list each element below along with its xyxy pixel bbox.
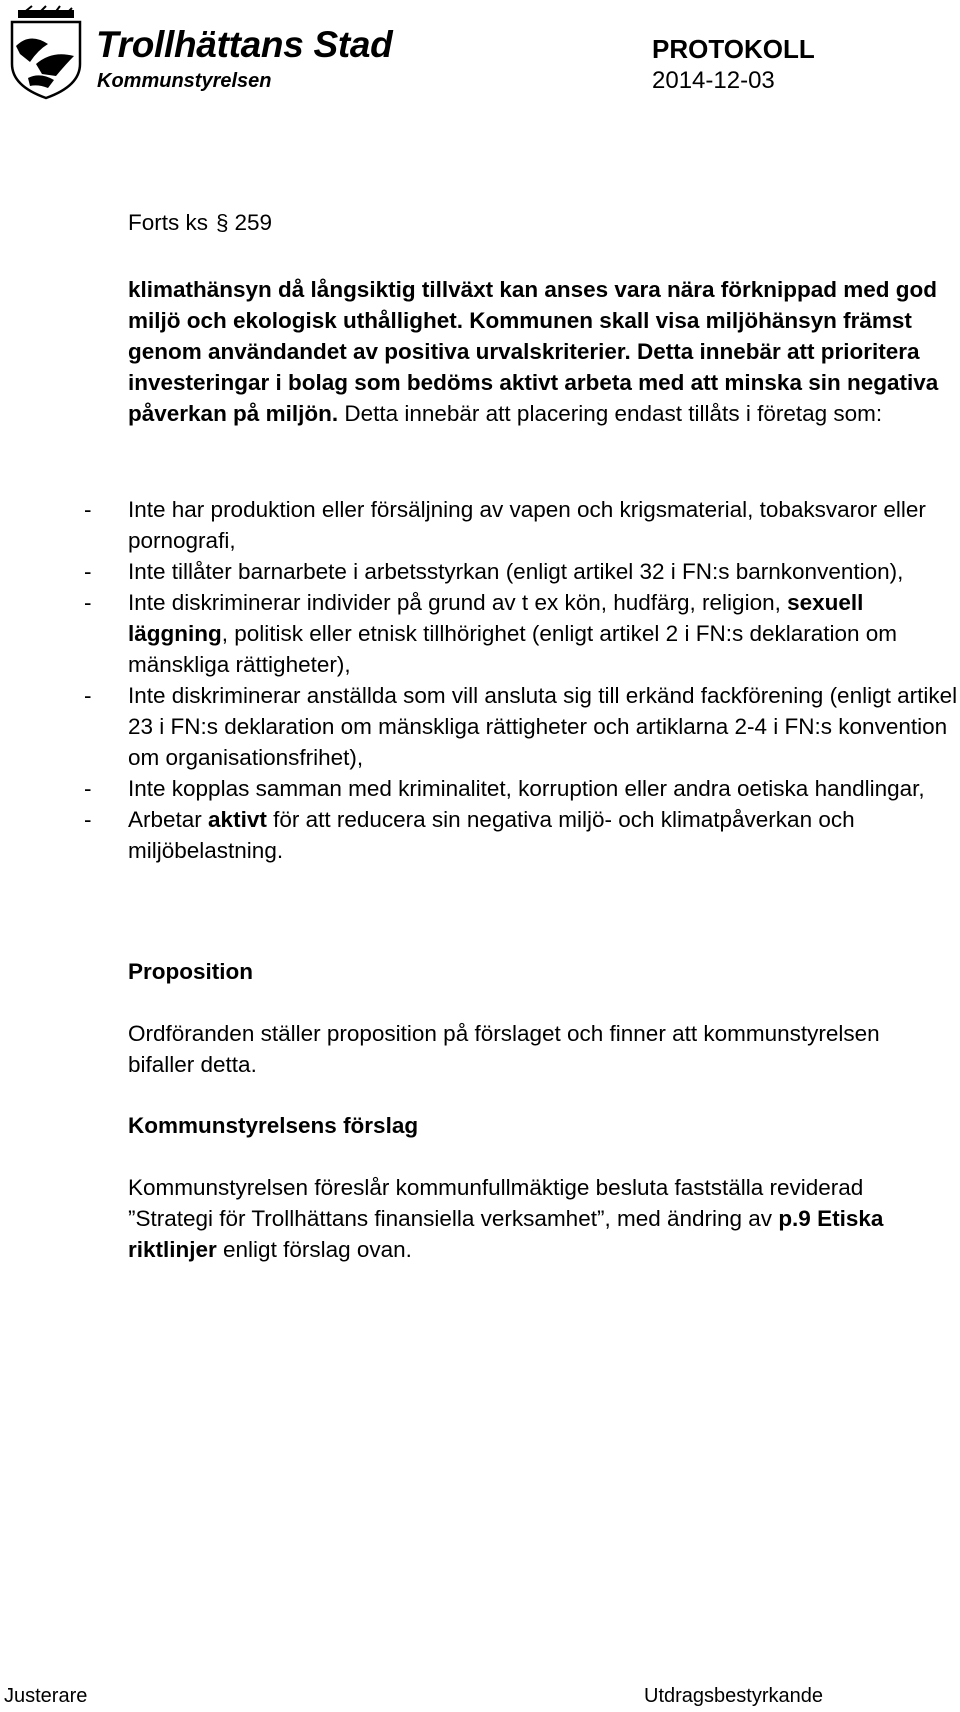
- section-sign: §: [216, 210, 229, 235]
- proposition-heading: Proposition: [128, 959, 253, 984]
- list-item-text: Inte har produktion eller försäljning av vapen och krigsmaterial, tobaksvaror eller pornografi,: [128, 497, 926, 553]
- ethics-criteria-list: [80, 494, 960, 866]
- list-dash: -: [84, 776, 92, 801]
- list-dash: -: [84, 559, 92, 584]
- footer-justerare: Justerare: [4, 1685, 88, 1707]
- municipal-coat-of-arms-logo: [8, 4, 84, 100]
- list-item-text: Arbetar: [128, 807, 209, 832]
- section-number: 259: [234, 210, 273, 235]
- list-item-text: , politisk eller etnisk tillhörighet (enligt artikel 2 i FN:s deklaration om mänskliga rättigheter),: [128, 621, 898, 677]
- intro-bold-text: klimathänsyn då långsiktig tillväxt kan anses vara nära förknippad med god miljö och ekologisk uthållighet. Kommunen skall visa miljöhänsyn främst genom användandet av positiva urvalskriterier. Detta innebär att prioritera investeringar i bolag som bedöms aktivt arbeta med att minska sin negativa påverkan på miljön.: [128, 277, 939, 426]
- list-dash: -: [84, 683, 92, 708]
- list-item: [80, 556, 960, 587]
- list-item-text: Inte tillåter barnarbete i arbetsstyrkan (enligt artikel 32 i FN:s barnkonvention),: [128, 559, 904, 584]
- ks-forslag-text: Kommunstyrelsen föreslår kommunfullmäktige besluta fastställa reviderad ”Strategi för Trollhättans finansiella verksamhet”, med ändring av: [128, 1175, 864, 1231]
- list-dash: -: [84, 590, 92, 615]
- ks-forslag-text-end: enligt förslag ovan.: [216, 1237, 412, 1262]
- organization-unit: Kommunstyrelsen: [97, 70, 272, 92]
- list-dash: -: [84, 497, 92, 522]
- list-item: [80, 587, 960, 680]
- list-item-bold-text: aktivt: [208, 807, 267, 832]
- list-item: [80, 494, 960, 556]
- list-dash: -: [84, 807, 92, 832]
- ks-forslag-bold-text: p.9 Etiska riktlinjer: [128, 1206, 884, 1262]
- list-item-text: Inte diskriminerar anställda som vill ansluta sig till erkänd fackförening (enligt artikel 23 i FN:s deklaration om mänskliga rättigheter och artiklarna 2-4 i FN:s konvention om organisationsfrihet),: [128, 683, 958, 770]
- document-type: PROTOKOLL: [652, 34, 815, 64]
- list-item-bold-text: sexuell läggning: [128, 590, 864, 646]
- list-item: [80, 773, 960, 804]
- ks-forslag-paragraph: [128, 1172, 948, 1265]
- list-item: [80, 804, 960, 866]
- proposition-paragraph: Ordföranden ställer proposition på förslaget och finner att kommunstyrelsen bifaller detta.: [128, 1021, 880, 1077]
- intro-normal-text: Detta innebär att placering endast tillåts i företag som:: [338, 401, 883, 426]
- section-prefix: Forts ks: [128, 210, 209, 235]
- footer-utdragsbestyrkande: Utdragsbestyrkande: [644, 1685, 823, 1707]
- intro-paragraph: [128, 274, 948, 429]
- list-item-text: Inte diskriminerar individer på grund av t ex kön, hudfärg, religion,: [128, 590, 788, 615]
- ks-forslag-heading: Kommunstyrelsens förslag: [128, 1113, 419, 1138]
- section-reference: [128, 207, 272, 238]
- list-item-text: Inte kopplas samman med kriminalitet, korruption eller andra oetiska handlingar,: [128, 776, 925, 801]
- organization-name: Trollhättans Stad: [96, 24, 393, 65]
- document-date: 2014-12-03: [652, 67, 775, 94]
- list-item-text: för att reducera sin negativa miljö- och klimatpåverkan och miljöbelastning.: [128, 807, 855, 863]
- list-item: [80, 680, 960, 773]
